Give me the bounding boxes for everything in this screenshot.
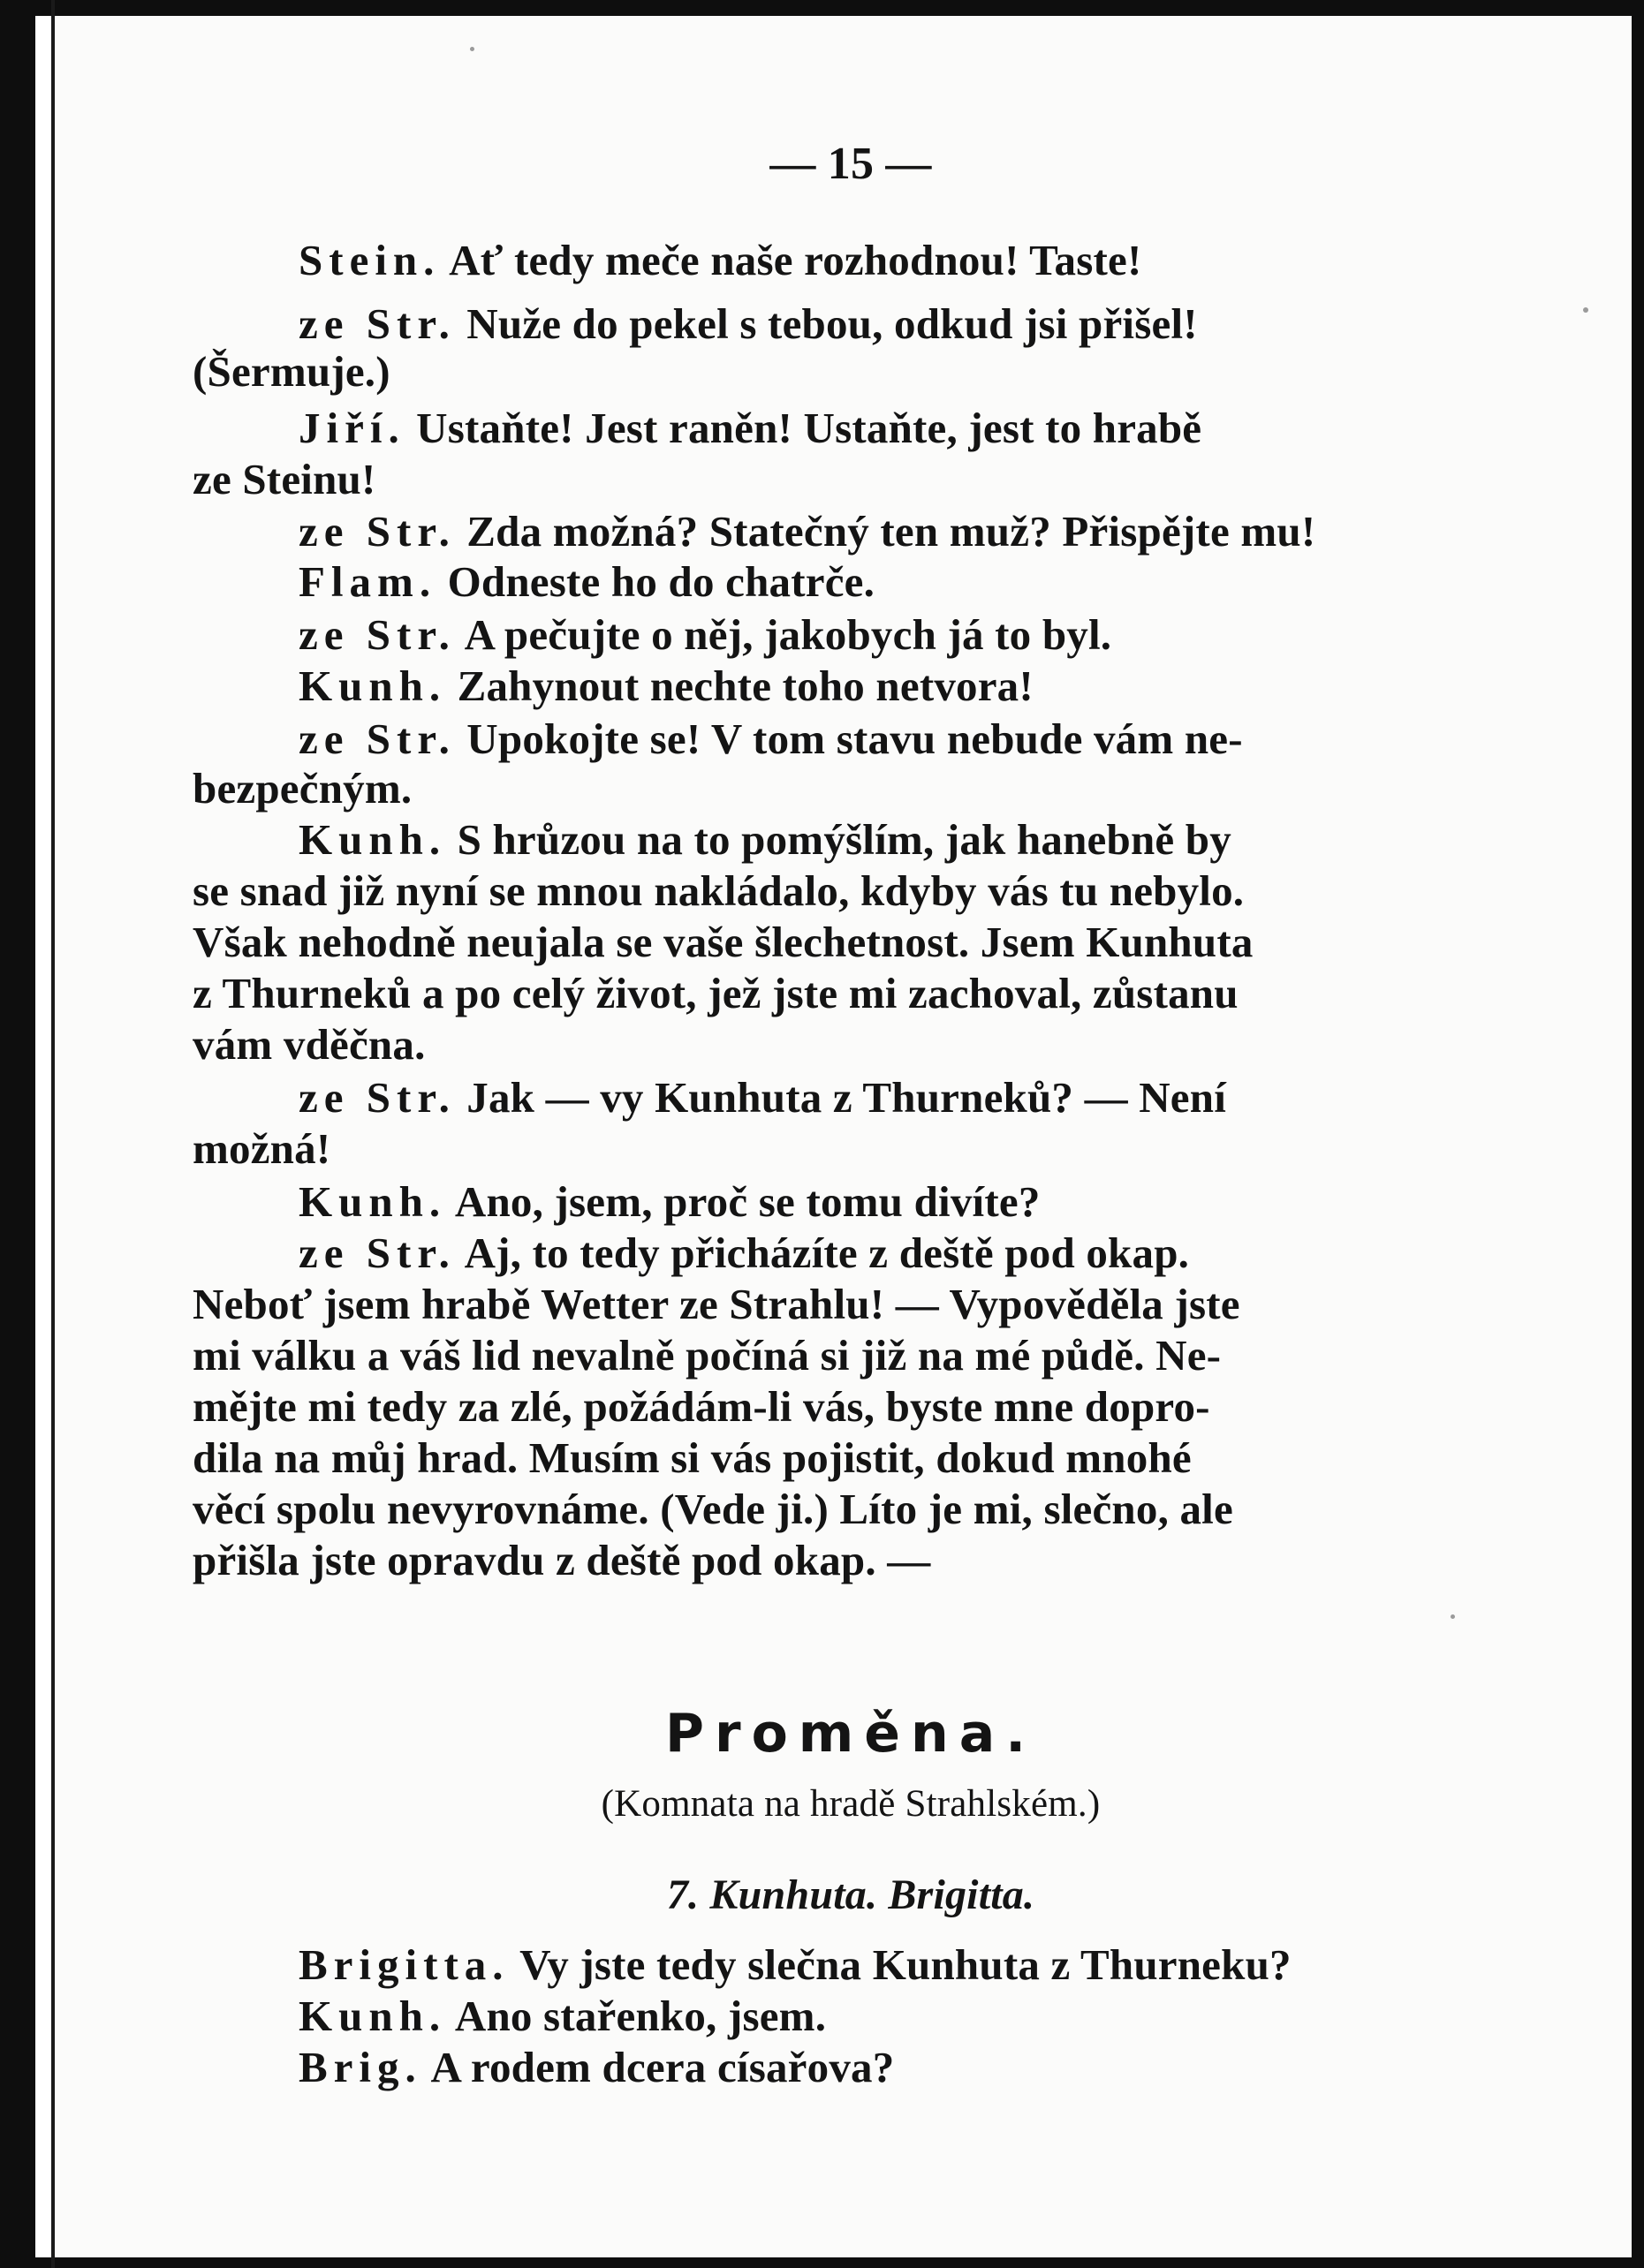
line-text: ze Steinu! bbox=[193, 455, 376, 503]
dialogue-line bbox=[299, 403, 1201, 454]
speaker-name: Stein. bbox=[299, 236, 441, 284]
line-text: bezpečným. bbox=[193, 764, 413, 813]
speaker-name: Kunh. bbox=[299, 1992, 447, 2040]
scan-border-bottom bbox=[0, 2257, 1644, 2268]
dialogue-line bbox=[193, 968, 1239, 1019]
line-text: Nuže do pekel s tebou, odkud jsi přišel! bbox=[455, 299, 1198, 348]
dialogue-line bbox=[193, 1535, 930, 1586]
dialogue-line bbox=[193, 1019, 426, 1070]
line-text: Ano stařenko, jsem. bbox=[446, 1992, 827, 2040]
line-text: z Thurneků a po celý život, jež jste mi zachoval, zůstanu bbox=[193, 969, 1239, 1017]
dialogue-line bbox=[193, 1484, 1233, 1535]
dialogue-line bbox=[299, 506, 1315, 557]
dialogue-line bbox=[193, 763, 412, 814]
line-text: Odneste ho do chatrče. bbox=[436, 557, 875, 606]
dialogue-line bbox=[299, 714, 1243, 765]
dialogue-line bbox=[193, 1123, 330, 1175]
line-text: Ustaňte! Jest raněn! Ustaňte, jest to hrabě bbox=[405, 404, 1202, 452]
line-text: Zahynout nechte toho netvora! bbox=[446, 662, 1034, 710]
dialogue-line bbox=[299, 1072, 1226, 1123]
dialogue-line bbox=[193, 1433, 1192, 1484]
scan-speck bbox=[1451, 1614, 1455, 1619]
dialogue-line bbox=[193, 866, 1244, 917]
line-text: Vy jste tedy slečna Kunhuta z Thurneku? bbox=[509, 1940, 1292, 1989]
line-text: dila na můj hrad. Musím si vás pojistit, dokud mnohé bbox=[193, 1433, 1192, 1482]
dialogue-line bbox=[193, 1279, 1240, 1330]
scan-speck bbox=[470, 47, 474, 51]
dialogue-line bbox=[193, 917, 1254, 968]
line-text: přišla jste opravdu z deště pod okap. — bbox=[193, 1536, 931, 1584]
line-text: Zda možná? Statečný ten muž? Přispějte mu! bbox=[455, 507, 1316, 556]
line-text: Ať tedy meče naše rozhodnou! Taste! bbox=[440, 236, 1142, 284]
speaker-name: Brig. bbox=[299, 2043, 422, 2091]
speaker-name: Jiří. bbox=[299, 404, 405, 452]
dialogue-line bbox=[193, 454, 376, 505]
speaker-name: ze Str. bbox=[299, 507, 456, 556]
speaker-name: ze Str. bbox=[299, 1073, 456, 1122]
dialogue-line bbox=[299, 1176, 1041, 1228]
line-text: A rodem dcera císařova? bbox=[421, 2043, 895, 2091]
line-text: mi válku a váš lid nevalně počíná si již na mé půdě. Ne- bbox=[193, 1331, 1222, 1380]
line-text: možná! bbox=[193, 1124, 331, 1173]
line-text: Neboť jsem hrabě Wetter ze Strahlu! — Vypověděla jste bbox=[193, 1280, 1240, 1328]
section-subtitle: (Komnata na hradě Strahlském.) bbox=[601, 1783, 1101, 1825]
speaker-name: Kunh. bbox=[299, 1177, 447, 1226]
dialogue-line bbox=[299, 661, 1034, 712]
line-text: Jak — vy Kunhuta z Thurneků? — Není bbox=[455, 1073, 1227, 1122]
dialogue-line bbox=[299, 299, 1198, 350]
dialogue-line bbox=[193, 346, 390, 397]
dialogue-line bbox=[299, 556, 875, 608]
dialogue-line bbox=[193, 1381, 1210, 1433]
line-text: (Šermuje.) bbox=[193, 347, 390, 396]
speaker-name: Kunh. bbox=[299, 815, 447, 864]
line-text: A pečujte o něj, jakobych já to byl. bbox=[455, 610, 1112, 659]
speaker-name: ze Str. bbox=[299, 1228, 456, 1277]
dialogue-line bbox=[299, 1991, 826, 2042]
line-text: Upokojte se! V tom stavu nebude vám ne- bbox=[455, 714, 1243, 763]
speaker-name: Flam. bbox=[299, 557, 437, 606]
dialogue-line bbox=[299, 2042, 894, 2093]
scan-speck bbox=[1583, 307, 1588, 313]
speaker-name: ze Str. bbox=[299, 714, 456, 763]
line-text: se snad již nyní se mnou nakládalo, kdyby vás tu nebylo. bbox=[193, 866, 1245, 915]
section-title: Proměna. bbox=[665, 1703, 1036, 1765]
page-sheet bbox=[55, 16, 1632, 2257]
dialogue-line bbox=[193, 1330, 1221, 1381]
line-text: věcí spolu nevyrovnáme. (Vede ji.) Líto je mi, slečno, ale bbox=[193, 1485, 1233, 1533]
dialogue-line bbox=[299, 1228, 1189, 1279]
dialogue-line bbox=[299, 814, 1231, 866]
scan-border-top bbox=[0, 0, 1644, 16]
line-text: S hrůzou na to pomýšlím, jak hanebně by bbox=[446, 815, 1231, 864]
line-text: mějte mi tedy za zlé, požádám-li vás, byste mne dopro- bbox=[193, 1382, 1210, 1431]
dialogue-line bbox=[299, 609, 1111, 661]
line-text: Aj, to tedy přicházíte z deště pod okap. bbox=[455, 1228, 1190, 1277]
line-text: Ano, jsem, proč se tomu divíte? bbox=[446, 1177, 1041, 1226]
scene-heading: 7. Kunhuta. Brigitta. bbox=[666, 1871, 1035, 1918]
speaker-name: ze Str. bbox=[299, 299, 456, 348]
speaker-name: Kunh. bbox=[299, 662, 447, 710]
speaker-name: ze Str. bbox=[299, 610, 456, 659]
scan-border-right bbox=[1632, 0, 1644, 2268]
scan-border-left bbox=[0, 0, 35, 2268]
dialogue-line bbox=[299, 1939, 1292, 1991]
speaker-name: Brigitta. bbox=[299, 1940, 510, 1989]
line-text: vám vděčna. bbox=[193, 1020, 426, 1069]
line-text: Však nehodně neujala se vaše šlechetnost. Jsem Kunhuta bbox=[193, 918, 1254, 966]
page-number: — 15 — bbox=[769, 139, 932, 189]
dialogue-line bbox=[299, 235, 1142, 286]
